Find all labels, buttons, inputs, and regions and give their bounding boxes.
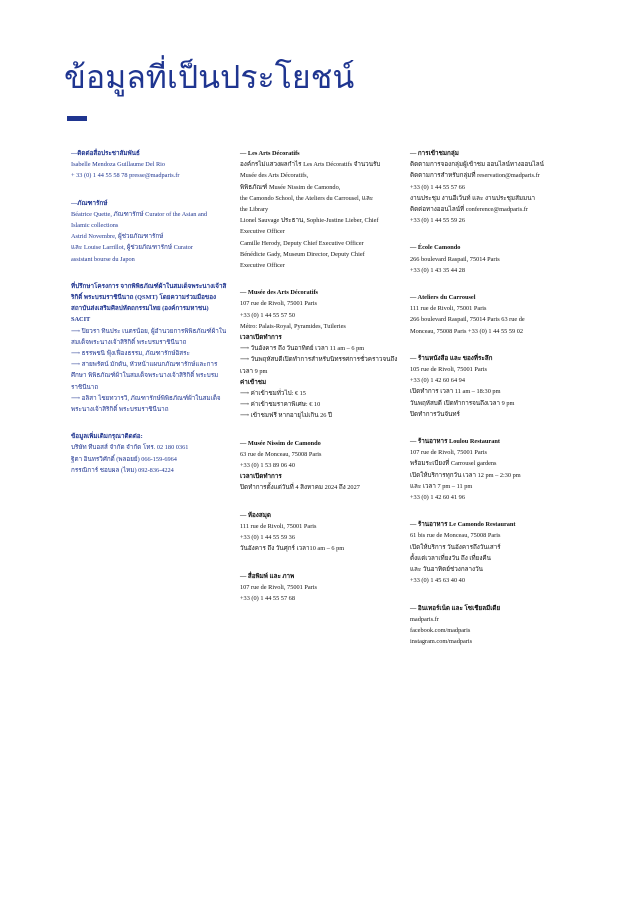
ateliers-block xyxy=(410,292,575,337)
nissim-line: +33 (0) 1 53 89 06 40 xyxy=(240,462,295,470)
les-arts-line: พิพิธภัณฑ์ Musée Nissim de Camondo, xyxy=(240,183,341,191)
column-contacts xyxy=(71,148,229,492)
ateliers-heading: — Ateliers du Carrousel xyxy=(410,294,476,302)
library-line: วันอังคาร ถึง วันศุกร์ เวลา10 am – 6 pm xyxy=(240,545,345,553)
library-line: +33 (0) 1 44 55 59 36 xyxy=(240,534,295,542)
loulou-heading: — ร้านอาหาร Loulou Restaurant xyxy=(410,438,500,446)
booking-line: +33 (0) 1 44 55 57 66 xyxy=(410,183,465,191)
nissim-line: 63 rue de Monceau, 75008 Paris xyxy=(240,450,322,458)
more-info-heading: ข้อมูลเพิ่มเติมกรุณาติดต่อ: xyxy=(71,433,143,441)
les-arts-line: Executive Officer xyxy=(240,262,285,270)
loulou-line: 107 rue de Rivoli, 75001 Paris xyxy=(410,449,487,457)
booking-line: งานประชุม งานอีเว้นท์ และ งานประชุมสัมมนา xyxy=(410,194,536,202)
ateliers-line: 111 rue de Rivoli, 75001 Paris xyxy=(410,305,487,313)
press-contact-line: Isabelle Mendoza Guillaume Del Rio xyxy=(71,161,166,169)
booking-line: ติดตามการจองกลุ่มผู้เข้าชม ออนไลน์ทางออนไลน์ xyxy=(410,161,544,169)
camondo-restaurant-line: 61 bis rue de Monceau, 75008 Paris xyxy=(410,532,501,540)
nissim-hours-line: ปิดทำการตั้งแต่วันที่ 4 สิงหาคม 2024 ถึง 2027 xyxy=(240,484,360,492)
curators-block xyxy=(71,198,229,265)
musee-arts-line: Métro: Palais-Royal, Pyramides, Tuileries xyxy=(240,322,346,330)
column-museums xyxy=(240,148,400,620)
shop-line: วันพฤหัสบดี เปิดทำการจนถึงเวลา 9 pm xyxy=(410,399,515,407)
camondo-restaurant-line: เปิดให้บริการ วันอังคารถึงวันเสาร์ xyxy=(410,543,501,551)
instagram-link[interactable]: instagram.com/madparis xyxy=(410,638,473,646)
admission-line: ⟶ ค่าเข้าชมราคาพิเศษ: € 10 xyxy=(240,401,321,409)
media-heading: — สื่อพิมพ์ และ ภาพ xyxy=(240,572,295,580)
press-contact-block xyxy=(71,148,229,182)
shop-block xyxy=(410,353,575,420)
les-arts-line: the Library xyxy=(240,206,269,214)
booking-line: ติดต่อทางออนไลน์ที่ conference@madparis.fr xyxy=(410,206,528,214)
more-info-block xyxy=(71,431,229,476)
media-block xyxy=(240,571,400,605)
loulou-line: เปิดให้บริการทุกวัน เวลา 12 pm – 2:30 pm xyxy=(410,471,521,479)
ateliers-line: Monceau, 75008 Paris +33 (0) 1 44 55 59 02 xyxy=(410,327,524,335)
press-contact-line: + 33 (0) 1 44 55 58 78 presse@madparis.fr xyxy=(71,172,180,180)
loulou-line: พร้อมระเบียงที่ Carrousel gardens xyxy=(410,460,497,468)
ecole-line: +33 (0) 1 43 35 44 28 xyxy=(410,266,465,274)
les-arts-block xyxy=(240,148,400,271)
camondo-restaurant-block xyxy=(410,519,575,586)
camondo-restaurant-line: และ วันอาทิตย์ช่วงกลางวัน xyxy=(410,566,483,574)
camondo-restaurant-heading: — ร้านอาหาร Le Camondo Restaurant xyxy=(410,521,516,529)
les-arts-line: Bénédicte Gady, Museum Director, Deputy Chief xyxy=(240,250,365,258)
les-arts-line: Musée des Arts Décoratifs, xyxy=(240,172,309,180)
nissim-block xyxy=(240,438,400,494)
musee-arts-line: 107 rue de Rivoli, 75001 Paris xyxy=(240,300,317,308)
more-info-line: บริษัท ทีบอสส์ จำกัด จำกัด โทร. 02 180 0361 xyxy=(71,444,189,452)
social-heading: — อินเทอร์เน็ต และ โซเชียลมีเดีย xyxy=(410,604,501,612)
opening-hours-label: เวลาเปิดทำการ xyxy=(240,334,282,342)
musee-arts-block xyxy=(240,287,400,421)
booking-line: +33 (0) 1 44 55 59 26 xyxy=(410,217,465,225)
musee-arts-heading: — Musée des Arts Décoratifs xyxy=(240,289,318,297)
curator-line: Astrid Novembre, ผู้ช่วยภัณฑารักษ์ xyxy=(71,233,164,241)
nissim-heading: — Musée Nissim de Camondo xyxy=(240,439,321,447)
library-line: 111 rue de Rivoli, 75001 Paris xyxy=(240,522,317,530)
loulou-block xyxy=(410,436,575,503)
les-arts-line: Camille Herody, Deputy Chief Executive Officer xyxy=(240,239,364,247)
loulou-line: และ เวลา 7 pm – 11 pm xyxy=(410,482,473,490)
booking-line: ติดตามการสำหรับกลุ่มที่ reservation@madparis.fr xyxy=(410,172,540,180)
camondo-restaurant-line: ตั้งแต่เวลาเที่ยงวัน ถึง เที่ยงคืน xyxy=(410,554,491,562)
shop-line: 105 rue de Rivoli, 75001 Paris xyxy=(410,366,487,374)
more-info-line: ฐิตา อินทรวิศักดิ์ (พลอยย์) 066-159-6964 xyxy=(71,455,177,463)
title-accent-bar xyxy=(67,116,87,121)
musee-arts-line: +33 (0) 1 44 55 57 50 xyxy=(240,311,295,319)
press-contact-heading: —ติดต่อสื่อประชาสัมพันธ์ xyxy=(71,150,140,157)
column-services xyxy=(410,148,575,663)
ecole-heading: — École Camondo xyxy=(410,244,461,252)
partners-block xyxy=(71,281,229,415)
curator-line: assistant bourse du Japon xyxy=(71,255,135,263)
more-info-line: กรรณิการ์ ชอบผล (ไหม) 092-836-4224 xyxy=(71,466,174,474)
admission-line: ⟶ ค่าเข้าชมทั่วไป: € 15 xyxy=(240,390,306,398)
shop-heading: — ร้านหนังสือ และ ของที่ระลึก xyxy=(410,354,493,362)
nissim-hours-label: เวลาเปิดทำการ xyxy=(240,473,282,481)
partner-line: ⟶ ปิยวรา ทินประ เนตรน้อย, ผู้อำนวยการพิพิธภัณฑ์ผ้าในสมเด็จพระนางเจ้าสิริกิติ์ พระบรมราชินีนาถ xyxy=(71,327,227,346)
library-block xyxy=(240,510,400,555)
curators-heading: —ภัณฑารักษ์ xyxy=(71,199,108,207)
booking-heading: — การเข้าชมกลุ่ม xyxy=(410,150,459,157)
page-title: ข้อมูลที่เป็นประโยชน์ xyxy=(64,58,355,96)
shop-line: +33 (0) 1 42 60 64 94 xyxy=(410,377,465,385)
shop-line: ปิดทำการวันจันทร์ xyxy=(410,410,460,418)
opening-hours-line: ⟶ วันอังคาร ถึง วันอาทิตย์ เวลา 11 am – 6 pm xyxy=(240,345,365,353)
shop-line: เปิดทำการ เวลา 11 am – 18:30 pm xyxy=(410,388,501,396)
booking-block xyxy=(410,148,575,226)
website-link[interactable]: madparis.fr xyxy=(410,615,439,623)
media-line: 107 rue de Rivoli, 75001 Paris xyxy=(240,583,317,591)
facebook-link[interactable]: facebook.com/madparis xyxy=(410,626,471,634)
social-block xyxy=(410,603,575,648)
partner-line: ⟶ อลิสา ไชยทวารวิ, ภัณฑารักษ์พิพิธภัณฑ์ผ้าในสมเด็จพระนางเจ้าสิริกิติ์ พระบรมราชินีนาถ xyxy=(71,394,221,414)
partner-line: ⟶ สายพรัตน์ มักดัน, หัวหน้าแผนกภัณฑารักษ์และการศึกษา พิพิธภัณฑ์ผ้าในสมเด็จพระนางเจ้าสิริกิติ์ พระบรมราชินีนาถ xyxy=(71,361,219,391)
les-arts-line: Executive Officer xyxy=(240,228,285,236)
les-arts-line: the Camondo School, the Ateliers du Carrousel, และ xyxy=(240,194,374,202)
library-heading: — ห้องสมุด xyxy=(240,511,271,519)
admission-line: ⟶ เข้าชมฟรี หากอายุไม่เกิน 26 ปี xyxy=(240,412,332,420)
partner-line: ⟶ ธรรพชนิ ฟุ้งเฟื่องธรรม, ภัณฑารักษ์อิสระ xyxy=(71,350,190,358)
curator-line: Béatrice Quette, ภัณฑารักษ์ Curator of the Asian and xyxy=(71,210,208,218)
les-arts-heading: — Les Arts Décoratifs xyxy=(240,150,300,157)
les-arts-line: Lionel Sauvage ประธาน, Sophie-Justine Lieber, Chief xyxy=(240,217,379,225)
ecole-line: 266 boulevard Raspail, 75014 Paris xyxy=(410,255,500,263)
curator-line: Islamic collections xyxy=(71,222,119,230)
camondo-restaurant-line: +33 (0) 1 45 63 40 40 xyxy=(410,577,465,585)
media-line: +33 (0) 1 44 55 57 68 xyxy=(240,594,295,602)
ecole-block xyxy=(410,242,575,276)
admission-label: ค่าเข้าชม xyxy=(240,378,267,386)
opening-hours-line: ⟶ วันพฤหัสบดีเปิดทำการสำหรับนิทรรศการชั่วคราวจนถึงเวลา 9 pm xyxy=(240,356,398,375)
les-arts-line: องค์กรไม่แสวงผลกำไร Les Arts Décoratifs จำนวนรับ xyxy=(240,161,381,169)
curator-line: และ Louise Larrillot, ผู้ช่วยภัณฑารักษ์ Curator xyxy=(71,244,193,252)
loulou-line: +33 (0) 1 42 60 41 96 xyxy=(410,494,465,502)
partners-heading: ที่ปรึกษาโครงการ จากพิพิธภัณฑ์ผ้าในสมเด็จพระนางเจ้าสิริกิติ์ พระบรมราชินีนาถ (QSMT) โดยความร่วมมือของสถาบันส่งเสริมศิลปหัตถกรรมไทย (องค์การมหาชน) SACIT xyxy=(71,282,227,324)
ateliers-line: 266 boulevard Raspail, 75014 Paris 63 rue de xyxy=(410,316,525,324)
